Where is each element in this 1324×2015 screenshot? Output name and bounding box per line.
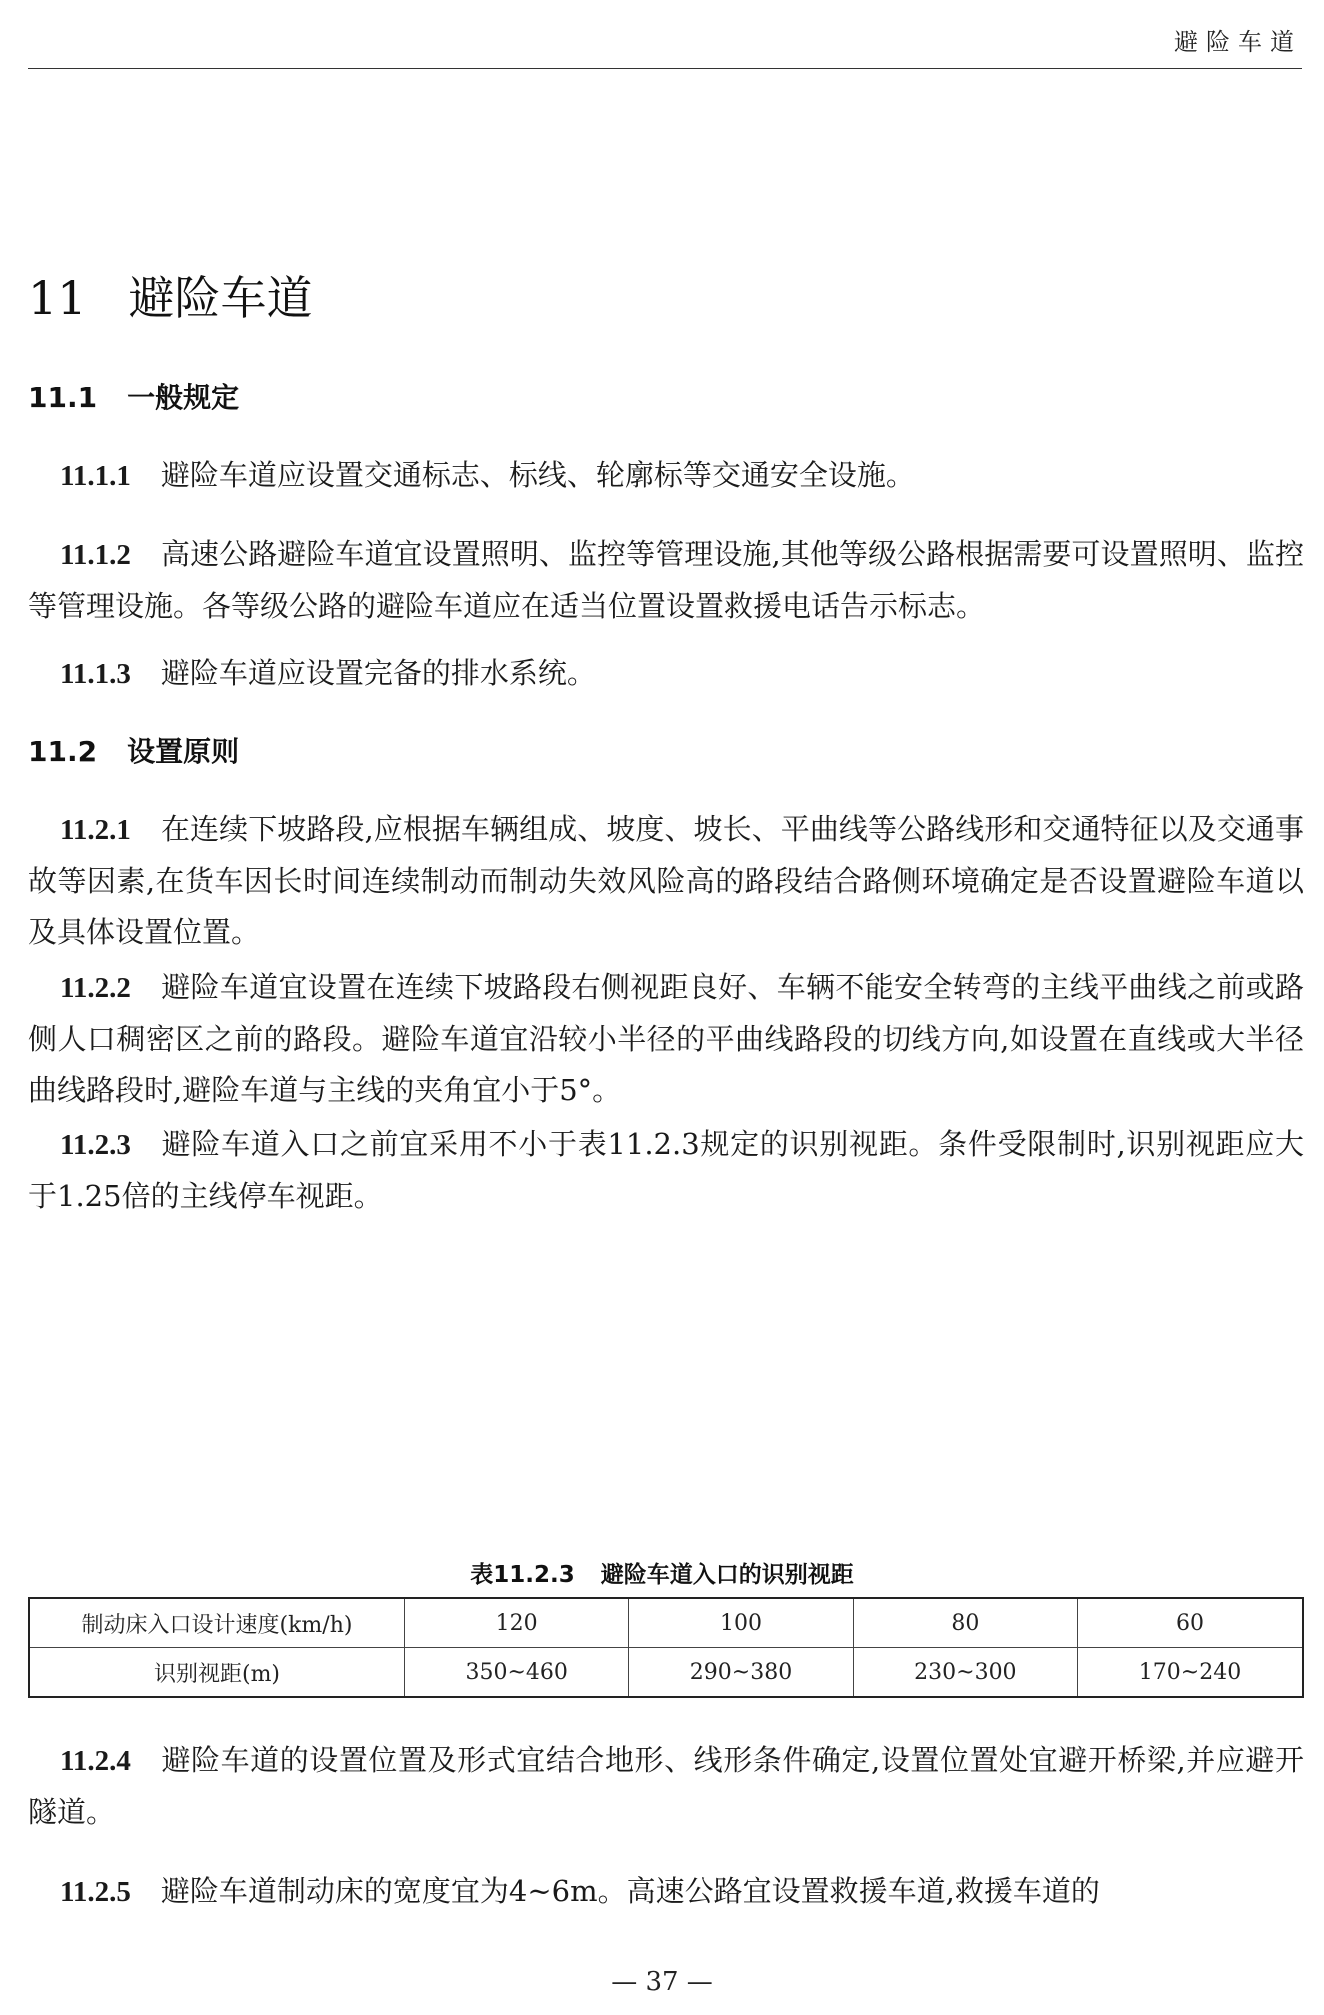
table-row (29, 1598, 1303, 1648)
chapter-title-text: 避险车道 (128, 271, 313, 325)
clause-number: 11.2.4 (60, 1745, 131, 1777)
row-label: 制动床入口设计速度(km/h) (29, 1598, 405, 1648)
clause-11-2-5 (28, 1866, 1304, 1918)
clause-text: 避险车道制动床的宽度宜为4~6m。高速公路宜设置救援车道,救援车道的 (160, 1874, 1100, 1908)
clause-11-1-3 (28, 648, 1304, 700)
clause-text: 避险车道应设置交通标志、标线、轮廓标等交通安全设施。 (160, 458, 915, 492)
clause-11-1-1 (28, 450, 1304, 502)
table-cell: 100 (629, 1598, 853, 1648)
clause-number: 11.2.1 (60, 814, 131, 846)
clause-text: 避险车道宜设置在连续下坡路段右侧视距良好、车辆不能安全转弯的主线平曲线之前或路侧人口稠密区之前的路段。避险车道宜沿较小半径的平曲线路段的切线方向,如设置在直线或大半径曲线路段时,避险车道与主线的夹角宜小于5°。 (28, 970, 1304, 1107)
table-cell: 80 (853, 1598, 1077, 1648)
chapter-number: 11 (28, 271, 87, 325)
clause-11-2-3 (28, 1119, 1304, 1222)
section-title: 设置原则 (127, 735, 240, 768)
table-cell: 290~380 (629, 1648, 853, 1698)
chapter-title (28, 262, 313, 328)
clause-number: 11.1.2 (60, 539, 131, 571)
clause-number: 11.2.2 (60, 972, 131, 1004)
clause-text: 避险车道应设置完备的排水系统。 (160, 656, 596, 690)
clause-11-2-4 (28, 1735, 1304, 1838)
clause-text: 高速公路避险车道宜设置照明、监控等管理设施,其他等级公路根据需要可设置照明、监控等管理设施。各等级公路的避险车道应在适当位置设置救援电话告示标志。 (28, 537, 1304, 623)
table-title: 避险车道入口的识别视距 (600, 1562, 854, 1588)
section-number: 11.1 (28, 381, 98, 414)
clause-number: 11.1.1 (60, 460, 131, 492)
section-number: 11.2 (28, 735, 98, 768)
section-heading-11-1 (28, 376, 239, 416)
header-rule (28, 68, 1302, 69)
table-cell: 230~300 (853, 1648, 1077, 1698)
table-cell: 170~240 (1078, 1648, 1303, 1698)
sight-distance-table (28, 1597, 1304, 1698)
table-cell: 350~460 (405, 1648, 629, 1698)
clause-text: 避险车道的设置位置及形式宜结合地形、线形条件确定,设置位置处宜避开桥梁,并应避开隧道。 (28, 1743, 1304, 1829)
clause-11-1-2 (28, 529, 1304, 632)
clause-11-2-2 (28, 962, 1304, 1116)
clause-number: 11.2.5 (60, 1876, 131, 1908)
clause-number: 11.1.3 (60, 658, 131, 690)
running-header: 避险车道 (1174, 28, 1302, 56)
clause-number: 11.2.3 (60, 1129, 131, 1161)
clause-text: 在连续下坡路段,应根据车辆组成、坡度、坡长、平曲线等公路线形和交通特征以及交通事故等因素,在货车因长时间连续制动而制动失效风险高的路段结合路侧环境确定是否设置避险车道以及具体设置位置。 (28, 812, 1304, 949)
section-title: 一般规定 (127, 381, 240, 414)
section-heading-11-2 (28, 730, 239, 770)
table-row (29, 1648, 1303, 1698)
page-number: — 37 — (611, 1967, 713, 1997)
table-number: 表11.2.3 (470, 1562, 575, 1588)
clause-11-2-1 (28, 804, 1304, 958)
table-cell: 60 (1078, 1598, 1303, 1648)
clause-text: 避险车道入口之前宜采用不小于表11.2.3规定的识别视距。条件受限制时,识别视距应大于1.25倍的主线停车视距。 (28, 1127, 1304, 1213)
table-cell: 120 (405, 1598, 629, 1648)
table-caption (0, 1556, 1324, 1589)
row-label: 识别视距(m) (29, 1648, 405, 1698)
